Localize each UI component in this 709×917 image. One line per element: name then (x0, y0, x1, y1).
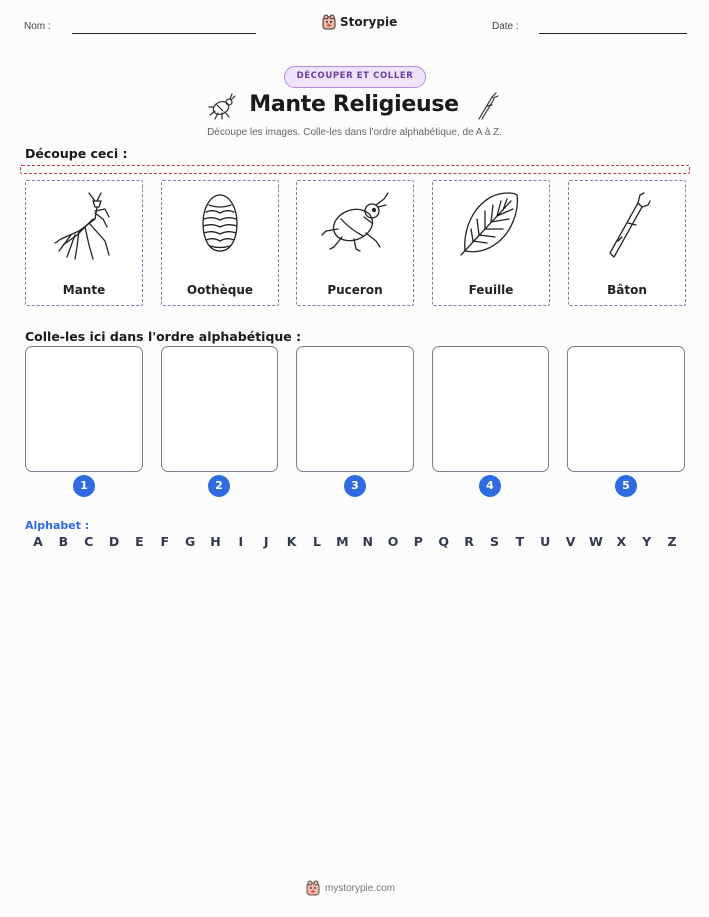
alphabet-letter: G (185, 534, 196, 549)
alphabet-letter: U (540, 534, 551, 549)
position-number: 5 (615, 475, 637, 497)
alphabet-letter: F (160, 534, 170, 549)
cut-card-ootheque[interactable] (161, 180, 279, 306)
alphabet-label: Alphabet : (25, 519, 90, 532)
position-number: 3 (344, 475, 366, 497)
paste-box-3[interactable] (296, 346, 414, 472)
page-title: Mante Religieuse (249, 92, 459, 117)
alphabet-letter: S (489, 534, 499, 549)
cut-card-label: Bâton (607, 283, 647, 297)
alphabet-letters (31, 534, 679, 549)
activity-badge: DÉCOUPER ET COLLER (284, 66, 426, 88)
aphid-icon (320, 189, 390, 255)
alphabet-letter: H (210, 534, 221, 549)
brand-name: Storypie (340, 15, 398, 29)
alphabet-letter: B (58, 534, 69, 549)
storypie-logo-icon (322, 14, 336, 30)
paste-box-5[interactable] (567, 346, 685, 472)
alphabet-letter: K (286, 534, 297, 549)
alphabet-letter: J (263, 534, 269, 549)
leaf-icon (459, 189, 523, 257)
alphabet-letter: V (565, 534, 576, 549)
ootheca-icon (195, 189, 245, 259)
alphabet-letter: P (413, 534, 423, 549)
cut-card-label: Mante (62, 283, 106, 297)
footer-site: mystorypie.com (325, 882, 396, 894)
paste-box-4[interactable] (432, 346, 549, 472)
brand (322, 14, 397, 30)
cut-section-heading: Découpe ceci : (25, 146, 128, 161)
alphabet-letter: X (616, 534, 627, 549)
alphabet-letter: M (336, 534, 349, 549)
alphabet-letter: I (238, 534, 244, 549)
alphabet-letter: Z (667, 534, 677, 549)
paste-section-heading: Colle-les ici dans l'ordre alphabétique : (25, 329, 302, 344)
stick-icon (602, 189, 652, 259)
stick-title-icon (474, 91, 500, 121)
alphabet-letter: C (84, 534, 94, 549)
footer (306, 880, 395, 896)
instructions: Découpe les images. Colle-les dans l'ordre alphabétique, de A à Z. (207, 127, 502, 138)
cut-card-label: Feuille (468, 283, 514, 297)
paste-box-2[interactable] (161, 346, 278, 472)
position-number: 2 (208, 475, 230, 497)
cut-card-puceron[interactable] (296, 180, 414, 306)
storypie-logo-icon (306, 880, 320, 896)
name-label: Nom : (24, 21, 51, 32)
alphabet-letter: Y (642, 534, 652, 549)
alphabet-letter: A (33, 534, 43, 549)
date-label: Date : (492, 21, 519, 32)
date-line[interactable] (539, 33, 687, 34)
mantis-icon (49, 189, 119, 261)
cut-card-label: Oothèque (186, 283, 254, 297)
cut-line (20, 165, 690, 174)
cut-card-feuille[interactable] (432, 180, 550, 306)
alphabet-letter: N (362, 534, 373, 549)
alphabet-letter: O (387, 534, 399, 549)
aphid-title-icon (206, 93, 238, 121)
alphabet-letter: L (312, 534, 321, 549)
alphabet-letter: R (464, 534, 474, 549)
position-number: 1 (73, 475, 95, 497)
paste-box-1[interactable] (25, 346, 143, 472)
alphabet-letter: D (108, 534, 120, 549)
alphabet-letter: T (515, 534, 525, 549)
alphabet-letter: E (135, 534, 144, 549)
cut-card-baton[interactable] (568, 180, 686, 306)
position-number: 4 (479, 475, 501, 497)
alphabet-letter: Q (438, 534, 450, 549)
alphabet-letter: W (589, 534, 603, 549)
name-line[interactable] (72, 33, 256, 34)
cut-card-mante[interactable] (25, 180, 143, 306)
cut-card-label: Puceron (327, 283, 383, 297)
